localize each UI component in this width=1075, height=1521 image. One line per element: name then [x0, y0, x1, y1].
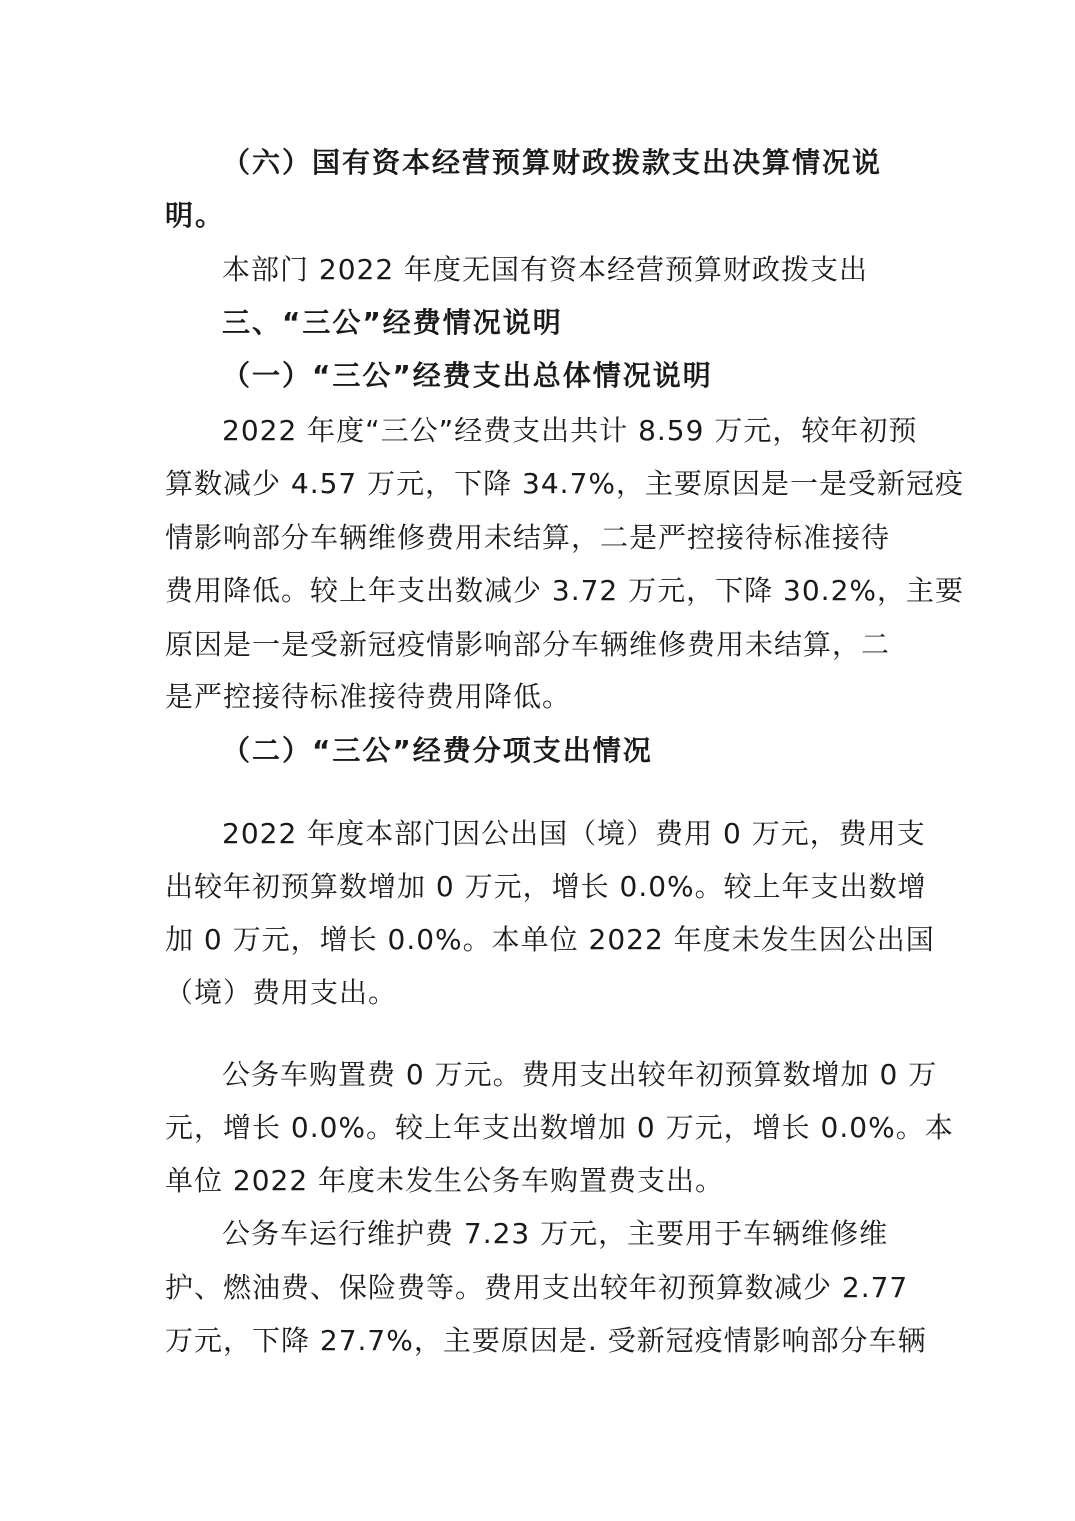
sub1-line-5: 原因是一是受新冠疫情影响部分车辆维修费用未结算，二 [165, 628, 891, 661]
section6-body: 本部门 2022 年度无国有资本经营预算财政拨支出 [222, 253, 869, 286]
section3-title: 三、“三公”经费情况说明 [222, 306, 563, 339]
sub2-para1-line-4: （境）费用支出。 [165, 976, 398, 1009]
section3-sub2-title: （二）“三公”经费分项支出情况 [222, 734, 653, 767]
sub2-para2-line-3: 单位 2022 年度未发生公务车购置费支出。 [165, 1164, 725, 1197]
sub2-para1-line-2: 出较年初预算数增加 0 万元，增长 0.0%。较上年支出数增 [165, 870, 927, 903]
sub1-line-2: 算数减少 4.57 万元，下降 34.7%，主要原因是一是受新冠疫 [165, 467, 964, 500]
sub1-line-1: 2022 年度“三公”经费支出共计 8.59 万元，较年初预 [222, 414, 918, 447]
sub1-line-6: 是严控接待标准接待费用降低。 [165, 680, 572, 713]
sub2-para1-line-3: 加 0 万元，增长 0.0%。本单位 2022 年度未发生因公出国 [165, 923, 935, 956]
sub2-para2-line-2: 元，增长 0.0%。较上年支出数增加 0 万元，增长 0.0%。本 [165, 1111, 954, 1144]
sub2-para3-line-2: 护、燃油费、保险费等。费用支出较年初预算数减少 2.77 [165, 1271, 909, 1304]
sub2-para3-line-3: 万元，下降 27.7%，主要原因是. 受新冠疫情影响部分车辆 [165, 1324, 927, 1357]
section6-title-line2: 明。 [165, 199, 226, 232]
sub1-line-4: 费用降低。较上年支出数减少 3.72 万元，下降 30.2%，主要 [165, 574, 964, 607]
sub2-para2-line-1: 公务车购置费 0 万元。费用支出较年初预算数增加 0 万 [222, 1058, 938, 1091]
sub2-para1-line-1: 2022 年度本部门因公出国（境）费用 0 万元，费用支 [222, 817, 926, 850]
section6-title-line1: （六）国有资本经营预算财政拨款支出决算情况说 [222, 146, 883, 179]
sub1-line-3: 情影响部分车辆维修费用未结算，二是严控接待标准接待 [165, 521, 891, 554]
sub2-para3-line-1: 公务车运行维护费 7.23 万元，主要用于车辆维修维 [222, 1217, 889, 1250]
section3-sub1-title: （一）“三公”经费支出总体情况说明 [222, 359, 713, 392]
